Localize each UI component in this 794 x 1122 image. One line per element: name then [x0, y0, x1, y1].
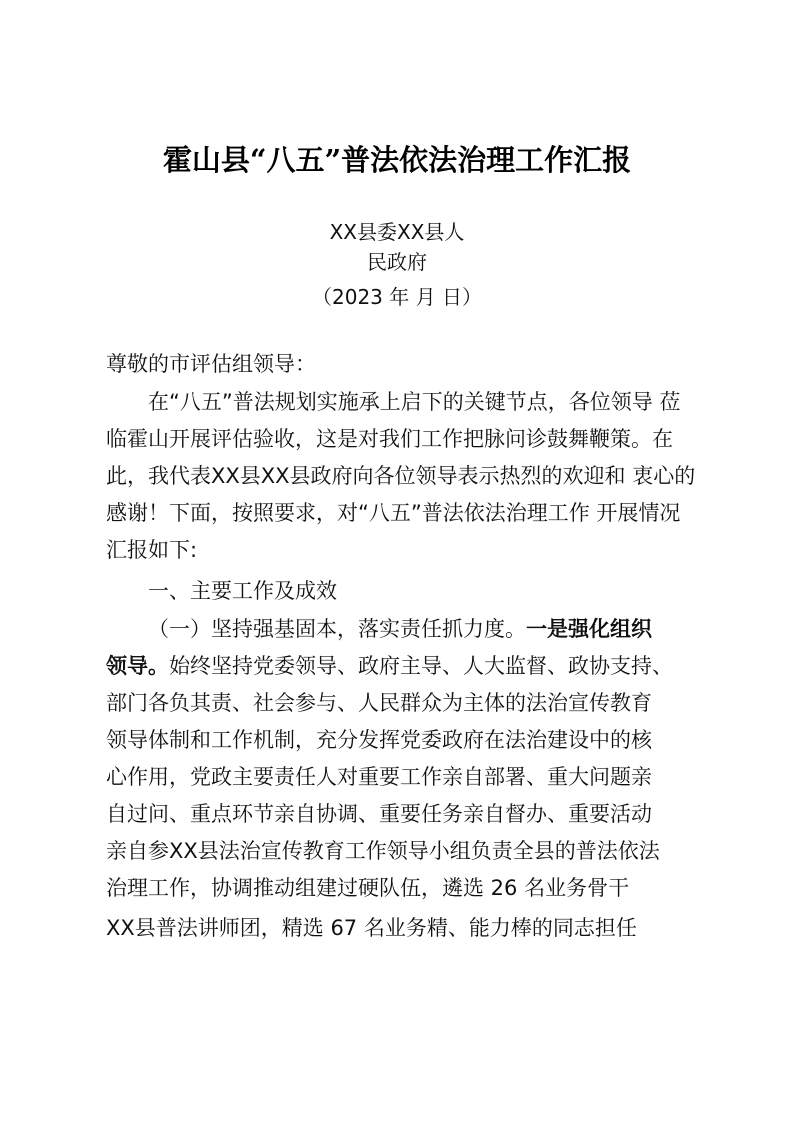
body-line: XX县普法讲师团，精选 67 名业务精、能力棒的同志担任	[106, 916, 637, 940]
body-line: 部门各负其责、社会参与、人民群众为主体的法治宣传教育	[106, 691, 652, 715]
sub-heading	[148, 619, 652, 640]
salutation: 尊敬的市评估组领导：	[106, 352, 316, 376]
intro-line: 汇报如下:	[106, 538, 198, 562]
author-line-2: 民政府	[367, 250, 427, 274]
sub-heading-bold: 一是强化组织	[526, 617, 652, 641]
intro-line: 感谢！下面，按照要求，对“八五”普法依法治理工作 开展情况	[106, 501, 681, 525]
body-line	[106, 656, 673, 677]
report-date: （2023 年 月 日）	[312, 285, 482, 309]
document-title: 霍山县“八五”普法依法治理工作汇报	[162, 143, 632, 177]
author-line-1: XX县委XX县人	[329, 220, 465, 244]
sub-heading-text: （一）坚持强基固本，落实责任抓力度。	[148, 617, 526, 641]
intro-line: 临霍山开展评估验收，这是对我们工作把脉问诊鼓舞鞭策。在	[106, 427, 673, 451]
body-line: 领导体制和工作机制，充分发挥党委政府在法治建设中的核	[106, 728, 652, 752]
body-line: 自过问、重点环节亲自协调、重要任务亲自督办、重要活动	[106, 802, 652, 826]
intro-line: 在“八五”普法规划实施承上启下的关键节点，各位领导 莅	[148, 390, 681, 414]
body-line: 心作用，党政主要责任人对重要工作亲自部署、重大问题亲	[106, 765, 652, 789]
body-bold-lead: 领导。	[106, 654, 169, 678]
body-line: 亲自参XX县法治宣传教育工作领导小组负责全县的普法依法	[106, 839, 660, 863]
intro-line: 此，我代表XX县XX县政府向各位领导表示热烈的欢迎和 衷心的	[106, 464, 696, 488]
body-text: 始终坚持党委领导、政府主导、人大监督、政协支持、	[169, 654, 673, 678]
section-heading: 一、主要工作及成效	[148, 579, 337, 603]
body-line: 治理工作，协调推动组建过硬队伍，遴选 26 名业务骨干	[106, 876, 630, 900]
